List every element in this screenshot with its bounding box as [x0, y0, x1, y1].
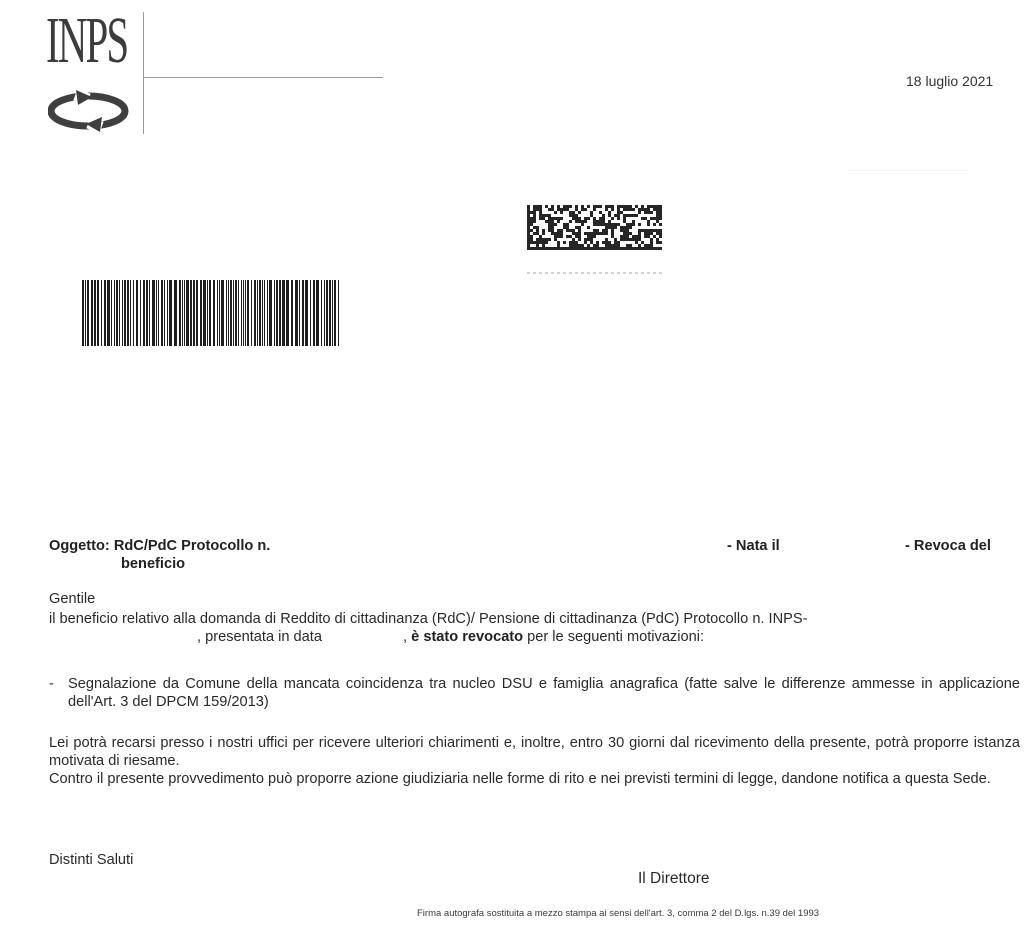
- reason-text: Segnalazione da Comune della mancata coincidenza tra nucleo DSU e famiglia anagrafica (fatte salve le differenze ammesse in applicazione dell'Art. 3 del DPCM 159/2013): [68, 676, 1020, 710]
- letter-date: 18 luglio 2021: [906, 73, 994, 89]
- subject-birth-date-label: - Nata il: [727, 538, 780, 554]
- reasons-intro: per le seguenti motivazioni:: [527, 629, 704, 645]
- datamatrix-underline: [527, 272, 662, 274]
- body-revocation-line: , presentata in data , è stato revocato per le seguenti motivazioni:: [197, 629, 704, 645]
- revocation-status: è stato revocato: [411, 629, 524, 645]
- faint-stamp-mark: [848, 170, 968, 217]
- subject-continuation: beneficio: [121, 556, 186, 572]
- signature-footnote: Firma autografa sostituita a mezzo stampa ai sensi dell'art. 3, comma 2 del D.lgs. n.39 del 1993: [417, 908, 820, 919]
- closing-salutation: Distinti Saluti: [49, 852, 134, 868]
- review-paragraph: Lei potrà recarsi presso i nostri uffici per ricevere ulteriori chiarimenti e, inoltre, entro 30 giorni dal ricevimento della presente, potrà proporre istanza motivata di riesame.: [49, 735, 1020, 769]
- submission-date-text: , presentata in data: [197, 629, 322, 645]
- subject-revocation-label: - Revoca del: [905, 538, 991, 554]
- barcode-icon: [82, 280, 342, 346]
- reason-bullet: -: [49, 676, 54, 692]
- datamatrix-code-icon: [527, 205, 662, 250]
- appeal-paragraph: Contro il presente provvedimento può proporre azione giudiziaria nelle forme di rito e nei previsti termini di legge, dandone notifica a questa Sede.: [49, 771, 991, 787]
- body-intro-line: il beneficio relativo alla domanda di Reddito di cittadinanza (RdC)/ Pensione di cittadinanza (PdC) Protocollo n. INPS-: [49, 611, 808, 627]
- subject-label: Oggetto: RdC/PdC Protocollo n.: [49, 538, 271, 554]
- inps-logo-wordmark: INPS: [46, 4, 128, 77]
- greeting: Gentile: [49, 591, 96, 607]
- logo-divider-vertical: [143, 12, 144, 134]
- logo-divider-horizontal: [143, 77, 383, 78]
- inps-swirl-logo-icon: [48, 90, 130, 132]
- signatory-title: Il Direttore: [638, 870, 710, 887]
- reason-list-item: [49, 675, 1020, 711]
